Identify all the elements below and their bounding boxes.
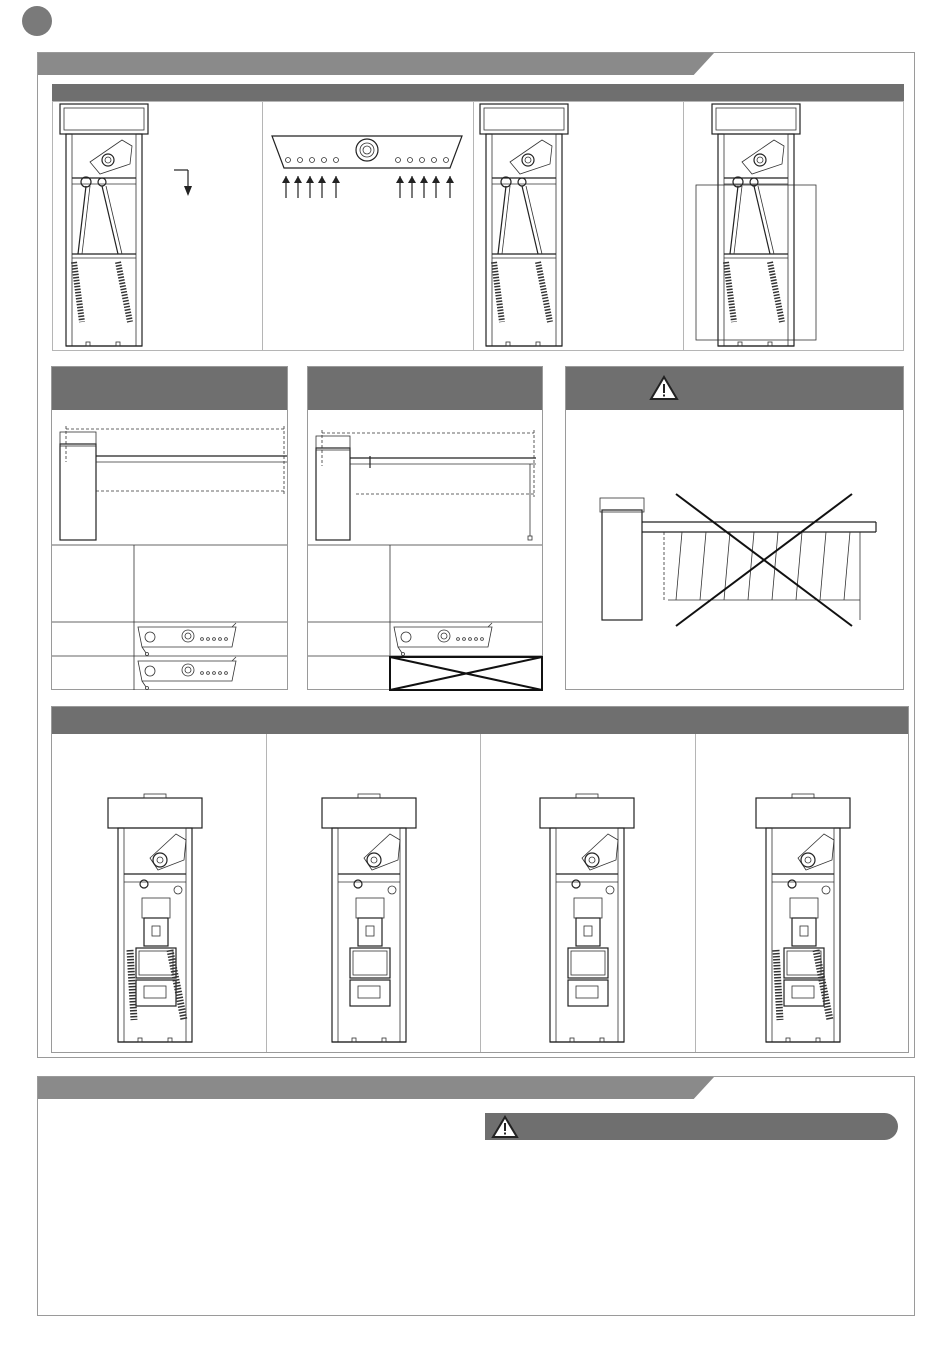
warning-banner [485, 1113, 898, 1140]
section-2-tab [38, 1077, 714, 1099]
section-2-frame [37, 1076, 915, 1316]
warning-triangle-icon [491, 1115, 519, 1139]
